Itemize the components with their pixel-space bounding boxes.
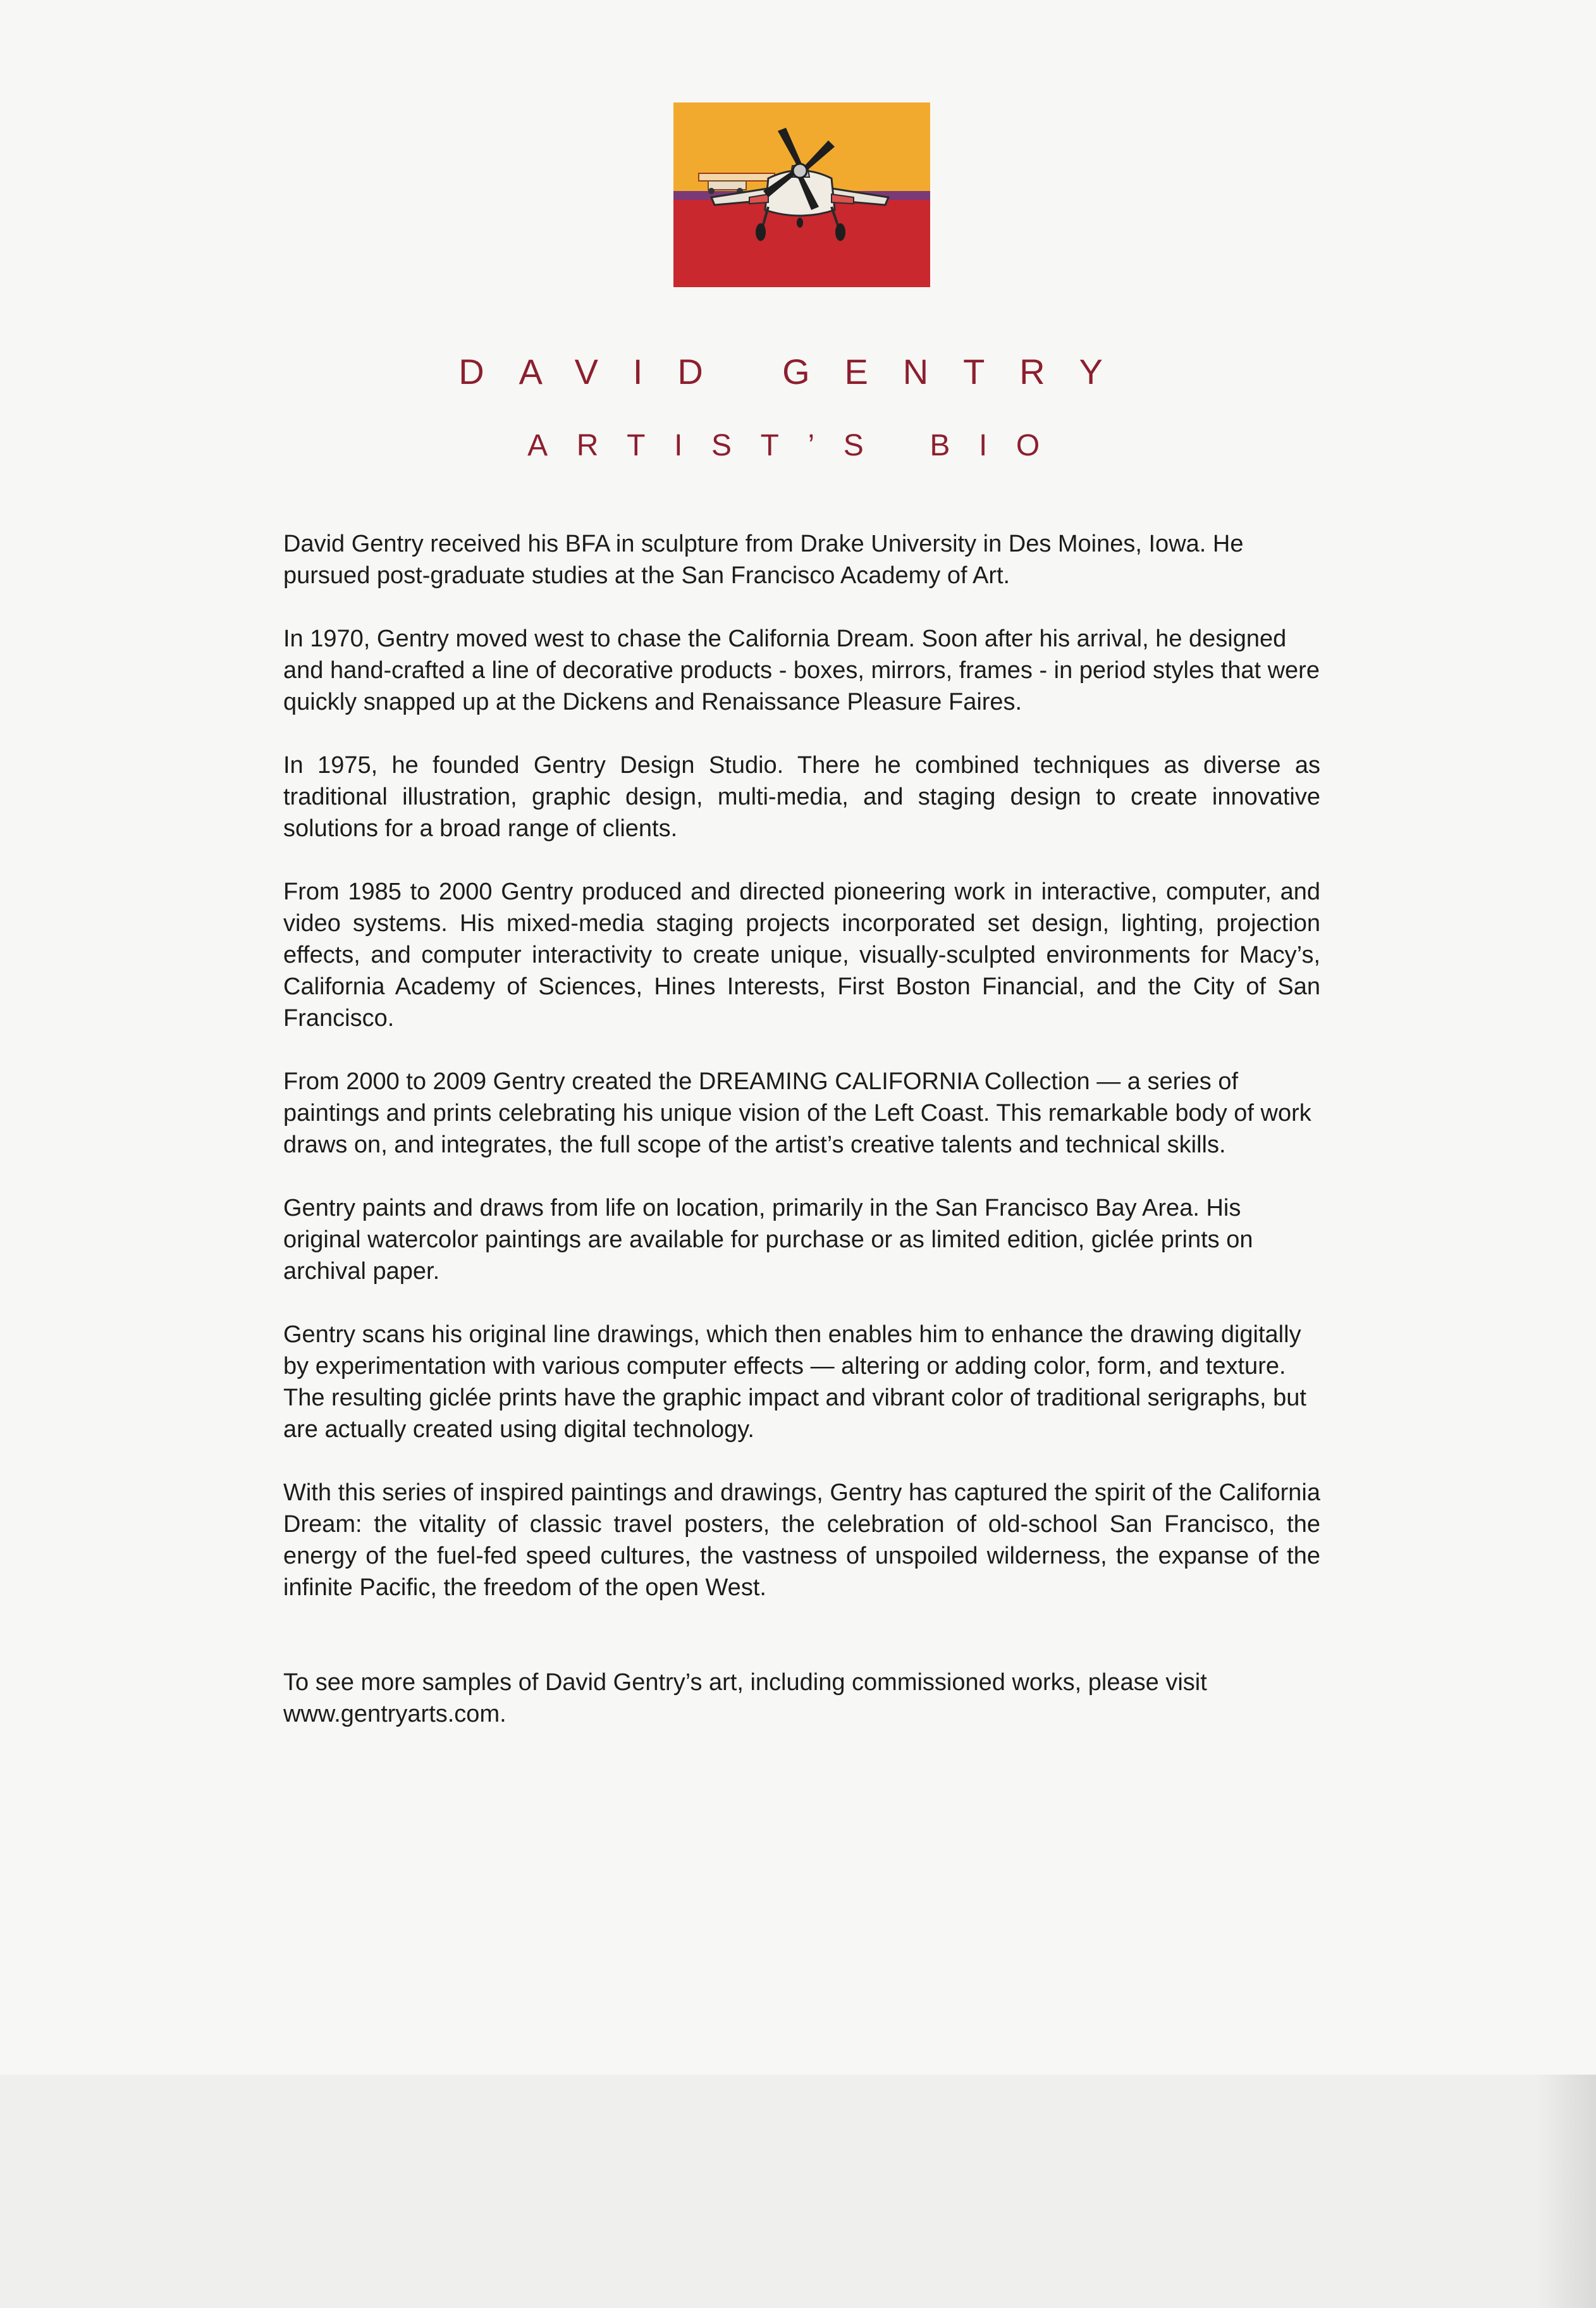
- bio-paragraph: From 2000 to 2009 Gentry created the DREAMING CALIFORNIA Collection — a series of paintings and prints celebrating his unique vision of the Left Coast. This remarkable body of work draws on, and integrates, the full scope of the artist’s creative talents and technical skills.: [283, 1068, 1311, 1158]
- bio-paragraph: With this series of inspired paintings and drawings, Gentry has captured the spirit of the California Dream: the vitality of classic travel posters, the celebration of old-school San Francisco, the energy of the fuel-fed speed cultures, the vastness of unspoiled wilderness, the expanse of the infinite Pacific, the freedom of the open West.: [283, 1479, 1320, 1601]
- bio-paragraph: In 1970, Gentry moved west to chase the California Dream. Soon after his arrival, he designed and hand-crafted a line of decorative products - boxes, mirrors, frames - in period styles that were quickly snapped up at the Dickens and Renaissance Pleasure Faires.: [283, 626, 1320, 715]
- page-subtitle: ARTIST’S BIO: [527, 429, 1069, 462]
- bio-paragraph: Gentry scans his original line drawings, which then enables him to enhance the drawing digitally by experimentation with various computer effects — altering or adding color, form, and texture. The resulting giclée prints have the graphic impact and vibrant color of traditional serigraphs, but are actually created using digital technology.: [283, 1321, 1306, 1443]
- artist-name: DAVID GENTRY: [458, 352, 1138, 392]
- bio-paragraph: David Gentry received his BFA in sculpture from Drake University in Des Moines, Iowa. He pursued post-graduate studies at the San Francisco Academy of Art.: [283, 531, 1244, 589]
- logo-artwork: [673, 102, 930, 287]
- scan-shadow: [1537, 2075, 1596, 2308]
- closing-note: To see more samples of David Gentry’s art, including commissioned works, please visit www.gentryarts.com.: [283, 1669, 1207, 1727]
- propeller-airplane-icon: [673, 102, 930, 287]
- bio-paragraph: From 1985 to 2000 Gentry produced and directed pioneering work in interactive, computer, and video systems. His mixed-media staging projects incorporated set design, lighting, projection effects, and computer interactivity to create unique, visually-sculpted environments for Macy’s, California Academy of Sciences, Hines Interests, First Boston Financial, and the City of San Francisco.: [283, 879, 1320, 1032]
- bio-paragraph: In 1975, he founded Gentry Design Studio. There he combined techniques as diverse as traditional illustration, graphic design, multi-media, and staging design to create innovative solutions for a broad range of clients.: [283, 752, 1320, 842]
- scan-background: [0, 2075, 1596, 2308]
- bio-body: [283, 528, 1320, 1762]
- bio-paragraph: Gentry paints and draws from life on location, primarily in the San Francisco Bay Area. His original watercolor paintings are available for purchase or as limited edition, giclée prints on archival paper.: [283, 1195, 1253, 1285]
